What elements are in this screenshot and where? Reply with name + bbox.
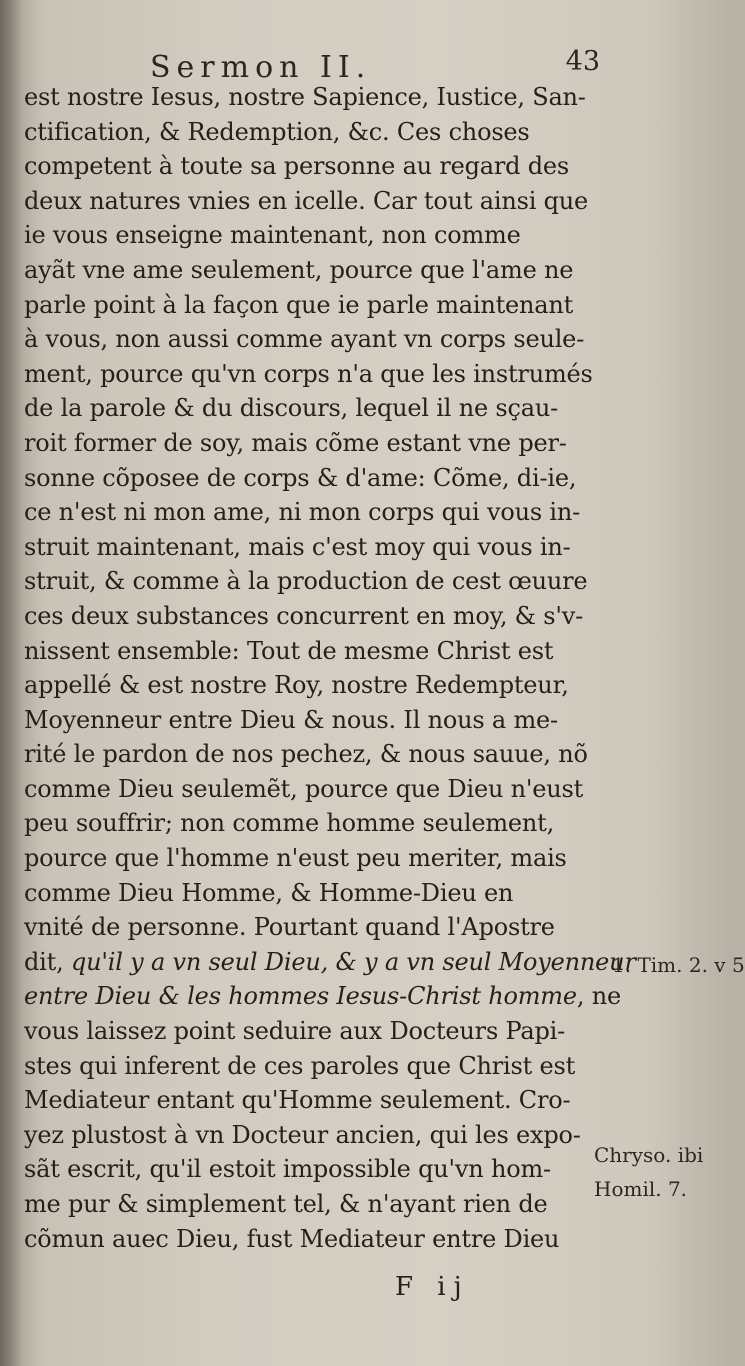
text-line: parle point à la façon que ie parle maintenant — [24, 290, 574, 319]
text-line: comme Dieu Homme, & Homme-Dieu en — [24, 878, 514, 907]
text-line: Mediateur entant qu'Homme seulement. Cro- — [24, 1086, 571, 1115]
text-line: ctification, & Redemption, &c. Ces choses — [24, 117, 530, 146]
text-line: comme Dieu seulemẽt, pource que Dieu n'eust — [24, 774, 584, 803]
text-line: sãt escrit, qu'il estoit impossible qu'vn hom- — [24, 1155, 551, 1184]
text-line: ces deux substances concurrent en moy, & s'v- — [24, 601, 584, 630]
text-line: appellé & est nostre Roy, nostre Redempteur, — [24, 671, 569, 700]
margin-note-scripture: 1. Tim. 2. v 5 — [612, 953, 745, 977]
margin-note-source: Homil. 7. — [594, 1177, 688, 1201]
quotation-italic: entre Dieu & les hommes Iesus-Christ homme — [24, 982, 577, 1011]
book-spine — [0, 0, 22, 1366]
signature-mark: F ij — [395, 1272, 470, 1302]
text-line: de la parole & du discours, lequel il ne sçau- — [24, 394, 559, 423]
text-line: me pur & simplement tel, & n'ayant rien de — [24, 1190, 548, 1218]
text-line: struit maintenant, mais c'est moy qui vous in- — [24, 532, 571, 561]
text-line: struit, & comme à la production de cest œuure — [24, 567, 588, 596]
quotation-italic: qu'il y a vn seul Dieu, & y a vn seul Moyenneur — [70, 947, 636, 976]
page-number: 43 — [565, 46, 600, 77]
text-line: ment, pource qu'vn corps n'a que les instrumés — [24, 359, 593, 388]
text-span: , ne — [576, 982, 621, 1011]
text-line: roit former de soy, mais cõme estant vne per- — [24, 428, 567, 457]
text-line: competent à toute sa personne au regard des — [24, 152, 570, 181]
text-line: est nostre Iesus, nostre Sapience, Iustice, San- — [24, 83, 586, 111]
text-line: ayãt vne ame seulement, pource que l'ame ne — [24, 255, 574, 284]
text-line: nissent ensemble: Tout de mesme Christ est — [24, 636, 554, 665]
text-line: stes qui inferent de ces paroles que Christ est — [24, 1051, 576, 1080]
text-line: sonne cõposee de corps & d'ame: Cõme, di-ie, — [24, 463, 577, 492]
text-line: peu souffrir; non comme homme seulement, — [24, 809, 555, 838]
text-line-quote-start — [24, 945, 636, 980]
text-line: vnité de personne. Pourtant quand l'Apostre — [24, 913, 555, 942]
text-span: dit, — [24, 947, 71, 976]
text-line: Moyenneur entre Dieu & nous. Il nous a me- — [24, 705, 558, 734]
text-line: deux natures vnies en icelle. Car tout ainsi que — [24, 186, 589, 215]
body-text — [24, 80, 636, 1256]
text-line: yez plustost à vn Docteur ancien, qui les expo- — [24, 1120, 581, 1149]
text-line: ce n'est ni mon ame, ni mon corps qui vous in- — [24, 498, 581, 527]
text-line: vous laissez point seduire aux Docteurs Papi- — [24, 1017, 566, 1046]
text-line-quote-end — [24, 979, 621, 1014]
text-line: à vous, non aussi comme ayant vn corps seule- — [24, 325, 585, 354]
text-line: cõmun auec Dieu, fust Mediateur entre Dieu — [24, 1224, 560, 1253]
text-line: pource que l'homme n'eust peu meriter, mais — [24, 844, 567, 873]
running-head: Sermon II. — [150, 50, 372, 85]
text-line: rité le pardon de nos pechez, & nous sauue, nõ — [24, 740, 588, 769]
text-line: ie vous enseigne maintenant, non comme — [24, 221, 521, 250]
margin-note-source: Chryso. ibi — [594, 1143, 704, 1167]
